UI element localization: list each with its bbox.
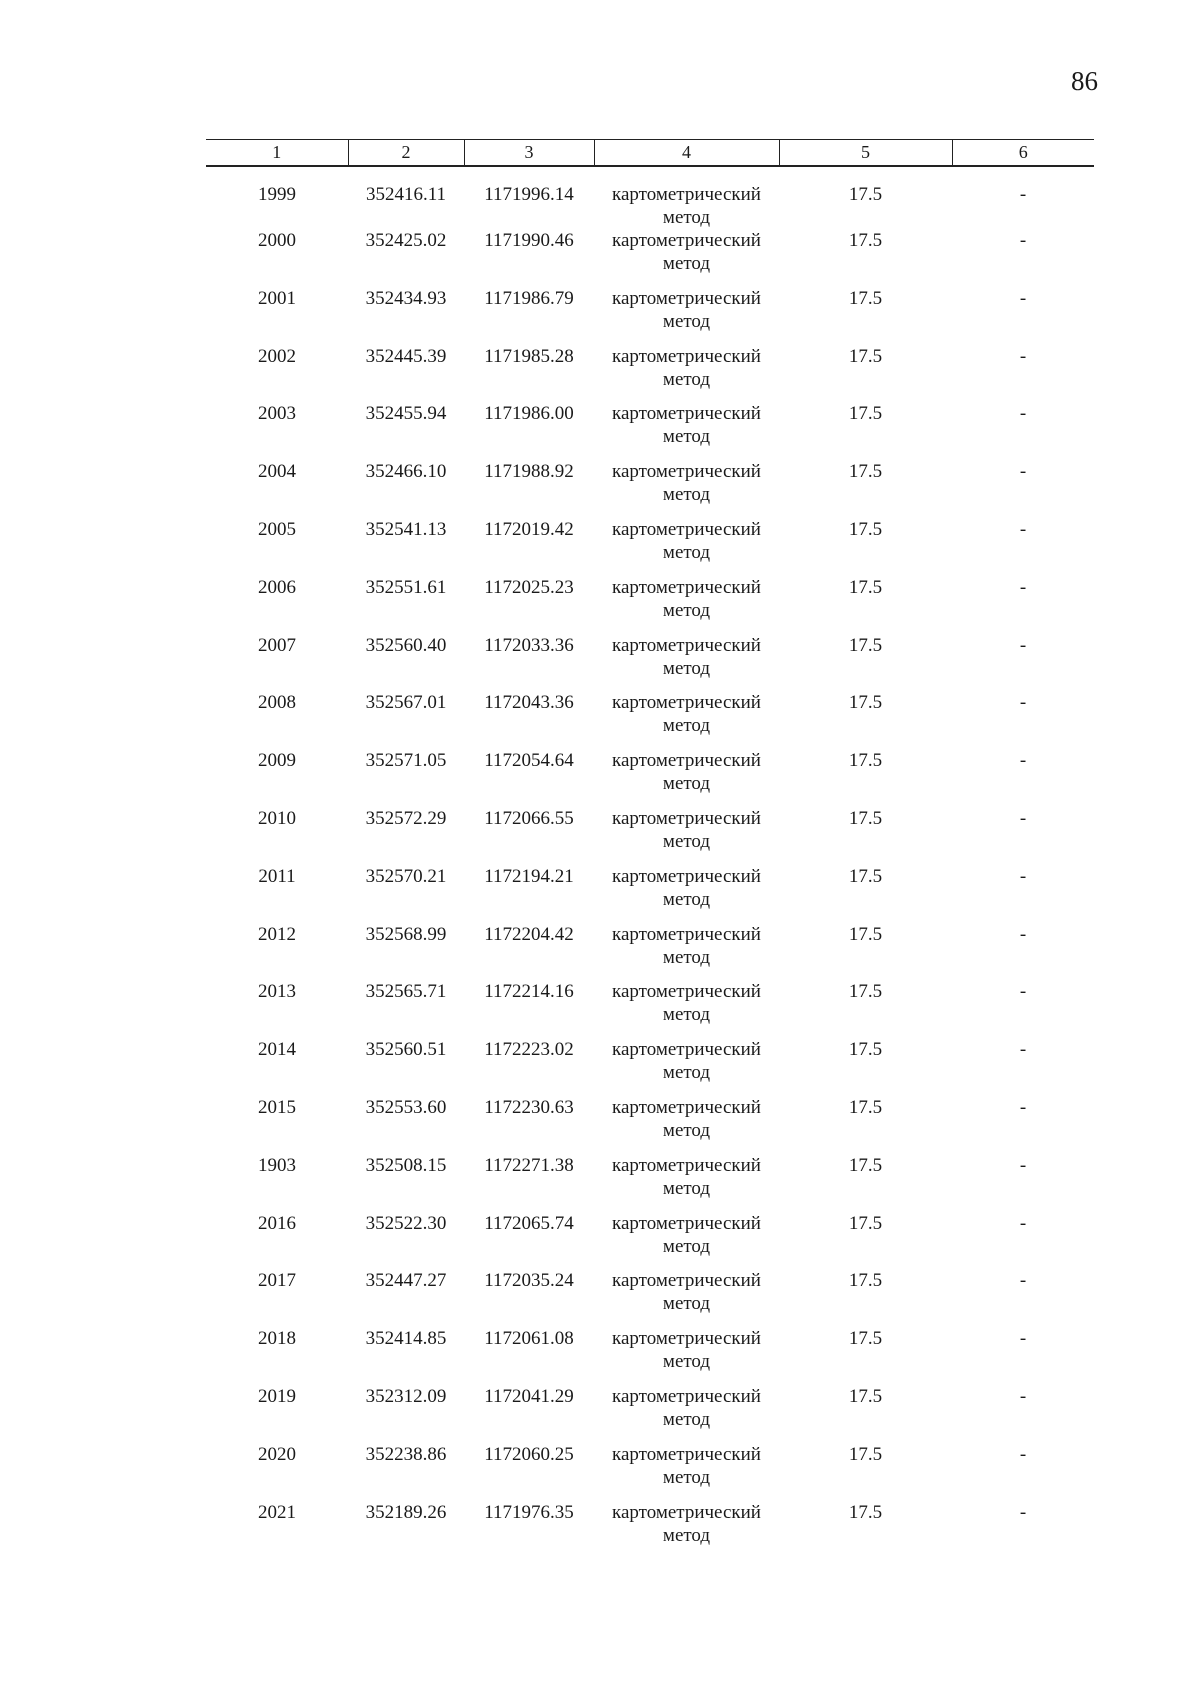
note-cell: - <box>1019 1039 1027 1061</box>
point-number-cell: 2006 <box>258 576 296 598</box>
point-number-cell: 2000 <box>258 230 296 251</box>
accuracy-cell: 17.5 <box>848 923 883 945</box>
method-text: картометрический метод <box>612 1039 761 1084</box>
table-row <box>206 1269 1094 1327</box>
point-number-cell: 2014 <box>258 1039 296 1061</box>
accuracy-cell: 17.5 <box>848 1212 883 1234</box>
method-text: картометрический метод <box>612 1385 761 1430</box>
y-coordinate-cell: 1172060.25 <box>484 1443 574 1465</box>
table-row <box>206 1501 1094 1559</box>
method-cell <box>594 807 779 865</box>
accuracy-cell: 17.5 <box>848 287 883 309</box>
table-row <box>206 1212 1094 1270</box>
note-cell: - <box>1019 865 1027 887</box>
page-number: 86 <box>1071 66 1098 96</box>
method-cell <box>594 1269 779 1327</box>
column-header: 3 <box>464 140 594 167</box>
x-coordinate-cell: 352565.71 <box>365 981 447 1003</box>
table-row <box>206 691 1094 749</box>
table-header <box>206 140 1094 167</box>
accuracy-cell: 17.5 <box>848 634 883 656</box>
point-number-cell: 1903 <box>258 1154 296 1176</box>
x-coordinate-cell: 352414.85 <box>365 1328 447 1350</box>
y-coordinate-cell: 1172035.24 <box>484 1270 574 1292</box>
method-cell <box>594 1327 779 1385</box>
accuracy-cell: 17.5 <box>848 865 883 887</box>
method-text: картометрический метод <box>612 750 761 795</box>
accuracy-cell: 17.5 <box>848 576 883 598</box>
table-row <box>206 518 1094 576</box>
method-cell <box>594 691 779 749</box>
accuracy-cell: 17.5 <box>848 1328 883 1350</box>
method-text: картометрический метод <box>612 576 761 621</box>
accuracy-cell: 17.5 <box>848 1385 883 1407</box>
method-text: картометрический метод <box>612 403 761 448</box>
y-coordinate-cell: 1171976.35 <box>484 1501 574 1523</box>
header-row <box>206 140 1094 167</box>
y-coordinate-cell: 1172066.55 <box>484 807 574 829</box>
point-number-cell: 2018 <box>258 1328 296 1350</box>
method-text: картометрический метод <box>612 1501 761 1546</box>
x-coordinate-cell: 352553.60 <box>365 1096 447 1118</box>
y-coordinate-cell: 1171988.92 <box>484 461 574 483</box>
x-coordinate-cell: 352571.05 <box>365 750 447 772</box>
accuracy-cell: 17.5 <box>848 1270 883 1292</box>
point-number-cell: 2002 <box>258 345 296 367</box>
x-coordinate-cell: 352416.11 <box>365 184 447 205</box>
method-text: картометрический метод <box>612 287 761 332</box>
column-header: 6 <box>952 140 1094 167</box>
accuracy-cell: 17.5 <box>848 1039 883 1061</box>
method-text: картометрический метод <box>612 345 761 390</box>
accuracy-cell: 17.5 <box>848 981 883 1003</box>
column-header: 5 <box>779 140 952 167</box>
x-coordinate-cell: 352551.61 <box>365 576 447 598</box>
accuracy-cell: 17.5 <box>848 184 883 205</box>
table-row <box>206 287 1094 345</box>
note-cell: - <box>1019 518 1027 540</box>
note-cell: - <box>1019 1270 1027 1292</box>
method-cell <box>594 287 779 345</box>
column-header: 2 <box>348 140 464 167</box>
table-row <box>206 460 1094 518</box>
y-coordinate-cell: 1171985.28 <box>484 345 574 367</box>
note-cell: - <box>1019 287 1027 309</box>
note-cell: - <box>1019 1096 1027 1118</box>
method-cell <box>594 402 779 460</box>
method-cell <box>594 1038 779 1096</box>
table-row <box>206 980 1094 1038</box>
method-cell <box>594 166 779 229</box>
table-row <box>206 166 1094 229</box>
point-number-cell: 2008 <box>258 692 296 714</box>
accuracy-cell: 17.5 <box>848 1096 883 1118</box>
method-cell <box>594 1096 779 1154</box>
point-number-cell: 1999 <box>258 184 296 205</box>
x-coordinate-cell: 352567.01 <box>365 692 447 714</box>
x-coordinate-cell: 352434.93 <box>365 287 447 309</box>
method-text: картометрический метод <box>612 807 761 852</box>
table-row <box>206 1327 1094 1385</box>
note-cell: - <box>1019 403 1027 425</box>
y-coordinate-cell: 1172033.36 <box>484 634 574 656</box>
y-coordinate-cell: 1172019.42 <box>484 518 574 540</box>
method-text: картометрический метод <box>612 461 761 506</box>
method-text: картометрический метод <box>612 1212 761 1257</box>
table-row <box>206 865 1094 923</box>
y-coordinate-cell: 1172043.36 <box>484 692 574 714</box>
accuracy-cell: 17.5 <box>848 1501 883 1523</box>
point-number-cell: 2021 <box>258 1501 296 1523</box>
point-number-cell: 2001 <box>258 287 296 309</box>
table-row <box>206 1154 1094 1212</box>
y-coordinate-cell: 1172204.42 <box>484 923 574 945</box>
y-coordinate-cell: 1172223.02 <box>484 1039 574 1061</box>
note-cell: - <box>1019 230 1027 251</box>
point-number-cell: 2016 <box>258 1212 296 1234</box>
method-text: картометрический метод <box>612 230 761 274</box>
point-number-cell: 2005 <box>258 518 296 540</box>
table-row <box>206 923 1094 981</box>
table-row <box>206 229 1094 287</box>
method-cell <box>594 1501 779 1559</box>
method-text: картометрический метод <box>612 1443 761 1488</box>
y-coordinate-cell: 1172061.08 <box>484 1328 574 1350</box>
x-coordinate-cell: 352238.86 <box>365 1443 447 1465</box>
table-row <box>206 345 1094 403</box>
method-cell <box>594 749 779 807</box>
method-cell <box>594 518 779 576</box>
point-number-cell: 2010 <box>258 807 296 829</box>
method-cell <box>594 460 779 518</box>
table-row <box>206 576 1094 634</box>
method-text: картометрический метод <box>612 1328 761 1373</box>
method-cell <box>594 576 779 634</box>
note-cell: - <box>1019 1154 1027 1176</box>
y-coordinate-cell: 1171986.79 <box>484 287 574 309</box>
y-coordinate-cell: 1172271.38 <box>484 1154 574 1176</box>
note-cell: - <box>1019 576 1027 598</box>
method-text: картометрический метод <box>612 1270 761 1315</box>
coordinates-table <box>206 139 1094 1558</box>
point-number-cell: 2009 <box>258 750 296 772</box>
method-cell <box>594 923 779 981</box>
x-coordinate-cell: 352466.10 <box>365 461 447 483</box>
x-coordinate-cell: 352508.15 <box>365 1154 447 1176</box>
method-cell <box>594 1154 779 1212</box>
method-cell <box>594 1443 779 1501</box>
point-number-cell: 2003 <box>258 403 296 425</box>
method-cell <box>594 1212 779 1270</box>
note-cell: - <box>1019 184 1027 205</box>
method-text: картометрический метод <box>612 692 761 737</box>
x-coordinate-cell: 352568.99 <box>365 923 447 945</box>
y-coordinate-cell: 1172041.29 <box>484 1385 574 1407</box>
method-text: картометрический метод <box>612 1096 761 1141</box>
point-number-cell: 2020 <box>258 1443 296 1465</box>
x-coordinate-cell: 352425.02 <box>365 230 447 251</box>
x-coordinate-cell: 352570.21 <box>365 865 447 887</box>
point-number-cell: 2004 <box>258 461 296 483</box>
table-row <box>206 1385 1094 1443</box>
method-text: картометрический метод <box>612 981 761 1026</box>
note-cell: - <box>1019 345 1027 367</box>
accuracy-cell: 17.5 <box>848 345 883 367</box>
method-cell <box>594 634 779 692</box>
method-cell <box>594 229 779 287</box>
y-coordinate-cell: 1172025.23 <box>484 576 574 598</box>
y-coordinate-cell: 1172054.64 <box>484 750 574 772</box>
table-body <box>206 166 1094 1558</box>
x-coordinate-cell: 352312.09 <box>365 1385 447 1407</box>
x-coordinate-cell: 352447.27 <box>365 1270 447 1292</box>
note-cell: - <box>1019 1212 1027 1234</box>
x-coordinate-cell: 352560.51 <box>365 1039 447 1061</box>
y-coordinate-cell: 1172065.74 <box>484 1212 574 1234</box>
method-text: картометрический метод <box>612 634 761 679</box>
note-cell: - <box>1019 1501 1027 1523</box>
y-coordinate-cell: 1172214.16 <box>484 981 574 1003</box>
y-coordinate-cell: 1172194.21 <box>484 865 574 887</box>
accuracy-cell: 17.5 <box>848 230 883 251</box>
note-cell: - <box>1019 692 1027 714</box>
note-cell: - <box>1019 634 1027 656</box>
table-row <box>206 1443 1094 1501</box>
x-coordinate-cell: 352455.94 <box>365 403 447 425</box>
method-text: картометрический метод <box>612 1154 761 1199</box>
x-coordinate-cell: 352189.26 <box>365 1501 447 1523</box>
table-row <box>206 402 1094 460</box>
note-cell: - <box>1019 750 1027 772</box>
note-cell: - <box>1019 923 1027 945</box>
method-text: картометрический метод <box>612 518 761 563</box>
note-cell: - <box>1019 1328 1027 1350</box>
table-row <box>206 1096 1094 1154</box>
accuracy-cell: 17.5 <box>848 403 883 425</box>
accuracy-cell: 17.5 <box>848 1443 883 1465</box>
table-row <box>206 807 1094 865</box>
note-cell: - <box>1019 461 1027 483</box>
method-text: картометрический метод <box>612 865 761 910</box>
point-number-cell: 2012 <box>258 923 296 945</box>
x-coordinate-cell: 352560.40 <box>365 634 447 656</box>
y-coordinate-cell: 1171986.00 <box>484 403 574 425</box>
column-header: 4 <box>594 140 779 167</box>
method-text: картометрический метод <box>612 923 761 968</box>
accuracy-cell: 17.5 <box>848 807 883 829</box>
method-cell <box>594 1385 779 1443</box>
method-cell <box>594 345 779 403</box>
y-coordinate-cell: 1171990.46 <box>484 230 574 251</box>
x-coordinate-cell: 352572.29 <box>365 807 447 829</box>
point-number-cell: 2015 <box>258 1096 296 1118</box>
point-number-cell: 2017 <box>258 1270 296 1292</box>
y-coordinate-cell: 1171996.14 <box>484 184 574 205</box>
accuracy-cell: 17.5 <box>848 461 883 483</box>
table-row <box>206 749 1094 807</box>
accuracy-cell: 17.5 <box>848 518 883 540</box>
point-number-cell: 2007 <box>258 634 296 656</box>
note-cell: - <box>1019 981 1027 1003</box>
x-coordinate-cell: 352541.13 <box>365 518 447 540</box>
method-cell <box>594 980 779 1038</box>
note-cell: - <box>1019 1385 1027 1407</box>
note-cell: - <box>1019 1443 1027 1465</box>
method-cell <box>594 865 779 923</box>
accuracy-cell: 17.5 <box>848 1154 883 1176</box>
accuracy-cell: 17.5 <box>848 692 883 714</box>
point-number-cell: 2013 <box>258 981 296 1003</box>
table-row <box>206 1038 1094 1096</box>
x-coordinate-cell: 352445.39 <box>365 345 447 367</box>
table-row <box>206 634 1094 692</box>
note-cell: - <box>1019 807 1027 829</box>
x-coordinate-cell: 352522.30 <box>365 1212 447 1234</box>
column-header: 1 <box>206 140 348 167</box>
method-text: картометрический метод <box>612 184 761 228</box>
y-coordinate-cell: 1172230.63 <box>484 1096 574 1118</box>
point-number-cell: 2019 <box>258 1385 296 1407</box>
point-number-cell: 2011 <box>258 865 296 887</box>
accuracy-cell: 17.5 <box>848 750 883 772</box>
